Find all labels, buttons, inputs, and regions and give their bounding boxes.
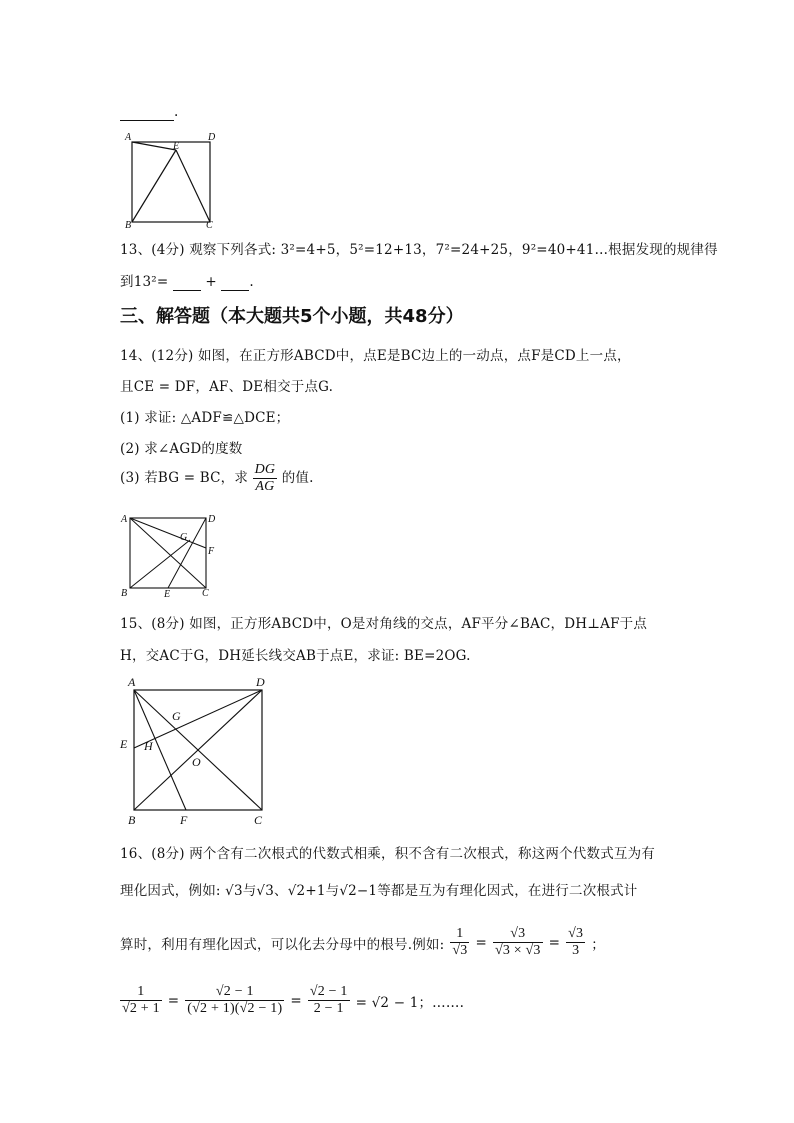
square-abcd [132, 142, 210, 222]
label-h: H [144, 739, 153, 753]
label-g: G [172, 709, 181, 723]
q12-square-figure [120, 128, 220, 230]
label-e: E [164, 589, 171, 598]
ex1-lhs-fraction: $\frac{1}{√3}$ [452, 926, 468, 958]
label-a: A [121, 514, 128, 525]
q15-square-figure [116, 672, 276, 826]
label-b: B [128, 813, 136, 826]
ex2-mid-fraction: $\frac{√2 - 1}{(√2 + 1)(√2 - 1)}$ [187, 984, 283, 1016]
label-o: O [192, 755, 201, 769]
q14-line1: 14、(12分) 如图，在正方形ABCD中，点E是BC边上的一动点，点F是CD上一点， [120, 348, 631, 364]
q13-line2: 到13²= + . [120, 274, 254, 290]
segment-af [134, 690, 186, 810]
label-e: E [120, 737, 128, 751]
q16-example2: $\frac{1}{√2 + 1}$ = $\frac{√2 - 1}{(√2 + 1)(√2 - 1)}$ = $\frac{√2 - 1}{2 - 1}$ = √2 − 1；……. [122, 984, 465, 1016]
ex2-lhs-fraction: $\frac{1}{√2 + 1}$ [122, 984, 160, 1016]
q13-line1: 13、(4分) 观察下列各式: 3²=4+5，5²=12+13，7²=24+25，9²=40+41…根据发现的规律得 [120, 242, 718, 258]
q14-part2: (2) 求∠AGD的度数 [120, 441, 243, 457]
q13-blank-1 [173, 274, 201, 291]
segment-de [134, 690, 262, 748]
q13-blank-2 [221, 274, 249, 291]
q16-line2: 理化因式，例如: √3与√3、√2+1与√2−1等都是互为有理化因式，在进行二次根式计 [120, 883, 638, 899]
label-c: C [202, 588, 209, 598]
ex2-result: = √2 − 1；……. [355, 994, 465, 1011]
label-d: D [208, 514, 216, 525]
answer-blank [120, 104, 174, 121]
label-d: D [256, 675, 265, 689]
label-b: B [121, 588, 128, 598]
ex1-rhs-fraction: $\frac{√3}{3}$ [568, 926, 584, 958]
q16-line3: 算时，利用有理化因式，可以化去分母中的根号.例如: $\frac{1}{√3}$ = $\frac{√3}{√3 \times √3}$ = $\frac{√3}{3}$ ； [120, 926, 605, 958]
ex1-mid-fraction: $\frac{√3}{√3 \times √3}$ [494, 926, 541, 958]
section-heading: 三、解答题（本大题共5个小题，共48分） [120, 306, 464, 327]
label-c: C [254, 813, 263, 826]
label-d: D [208, 132, 216, 143]
label-f: F [180, 813, 188, 826]
segment-eb [132, 150, 176, 222]
q13-equations: 3²=4+5，5²=12+13，7²=24+25，9²=40+41…根据发现的规律得 [280, 242, 718, 258]
q14-line2: 且CE = DF，AF、DE相交于点G. [120, 379, 334, 395]
q14-part3: (3) 若BG = BC，求 $\frac{DG}{AG}$ 的值. [120, 462, 314, 494]
segment-ae [132, 142, 176, 150]
label-a: A [125, 132, 132, 143]
label-e: E [173, 141, 180, 152]
q14-part1: (1) 求证: △ADF≌△DCE； [120, 410, 290, 426]
label-b: B [125, 220, 132, 230]
label-a: A [128, 675, 136, 689]
segment-ec [176, 150, 210, 222]
diagonal-ac [130, 518, 206, 588]
fraction-dg-ag: $\frac{DG}{AG}$ [254, 462, 276, 494]
q14-square-figure [118, 510, 218, 598]
segment-af [130, 518, 206, 548]
label-c: C [206, 220, 213, 230]
label-f: F [208, 546, 215, 557]
q15-line1: 15、(8分) 如图，正方形ABCD中，O是对角线的交点，AF平分∠BAC，DH⊥AF于点 [120, 616, 648, 632]
label-g: G [180, 532, 188, 543]
ex2-simplified-fraction: $\frac{√2 - 1}{2 - 1}$ [309, 984, 348, 1016]
q12-answer-line: . [120, 104, 179, 121]
q16-line1: 16、(8分) 两个含有二次根式的代数式相乘，积不含有二次根式，称这两个代数式互为有 [120, 846, 655, 862]
q15-line2: H，交AC于G，DH延长线交AB于点E，求证: BE=2OG. [120, 648, 471, 664]
